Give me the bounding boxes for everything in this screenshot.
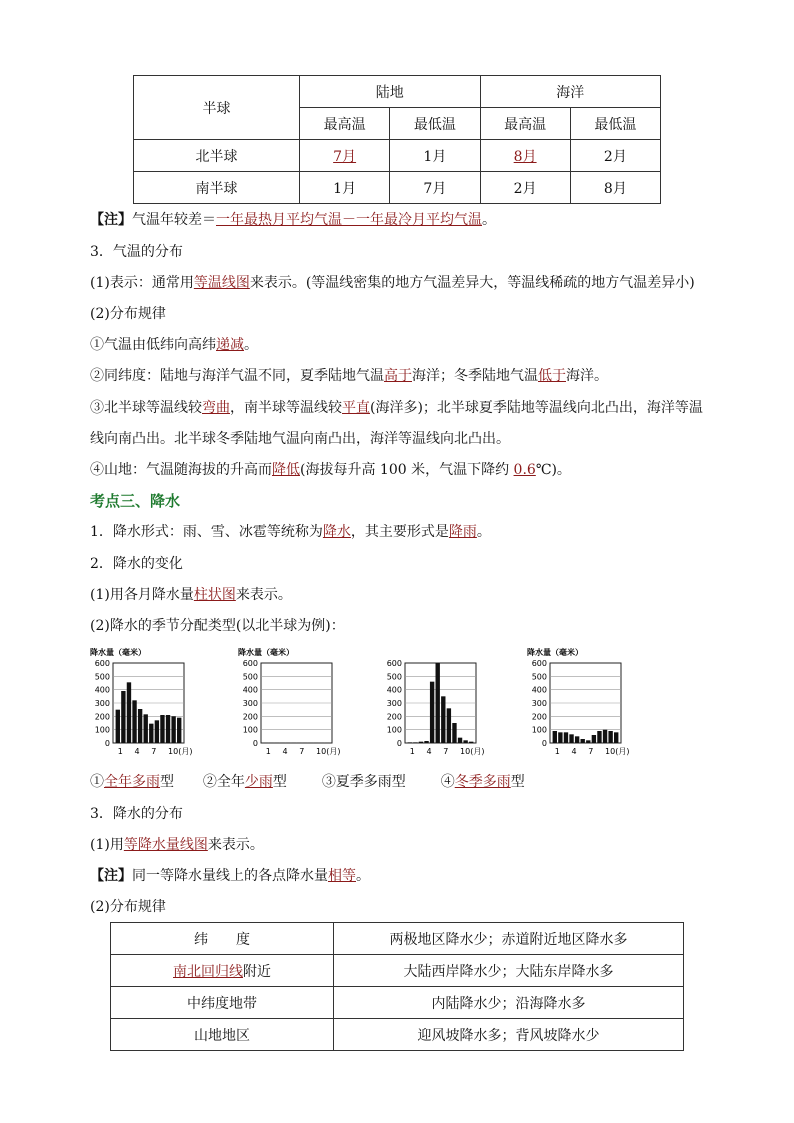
- table-row: [134, 140, 661, 172]
- x-tick-label: 1: [554, 747, 560, 756]
- y-tick-label: 400: [531, 685, 547, 695]
- text: ，南半球等温线较: [230, 400, 342, 416]
- text: 。: [356, 868, 370, 884]
- y-tick-label: 600: [386, 659, 402, 668]
- x-tick-label: 1: [265, 747, 271, 756]
- chart-bar: [469, 742, 473, 743]
- x-tick-label: 10(月): [168, 747, 193, 756]
- y-tick-label: 600: [242, 659, 258, 668]
- paragraph: 线向南凸出。北半球冬季陆地气温向南凸出，海洋等温线向北凸出。: [90, 431, 510, 447]
- text: (海洋多)；北半球夏季陆地等温线向北凸出，海洋等温: [370, 400, 703, 416]
- chart-bar: [592, 735, 596, 743]
- text: (海拔每升高 100 米，气温下降约: [300, 462, 514, 478]
- subsection-title: (2)降水的季节分配类型(以北半球为例)：: [90, 618, 345, 634]
- paragraph: [90, 585, 292, 605]
- y-tick-label: 100: [386, 725, 402, 735]
- y-tick-label: 300: [386, 699, 402, 708]
- table-row: [111, 923, 684, 955]
- chart-bar: [558, 732, 562, 743]
- text: (1)用: [90, 837, 124, 853]
- type-4: [441, 774, 525, 790]
- row-name: 北半球: [134, 140, 300, 172]
- chart-bar: [424, 741, 428, 743]
- paragraph: [90, 273, 695, 293]
- chart-bar: [553, 731, 557, 743]
- precipitation-charts: [88, 645, 648, 760]
- key-term: 降水: [322, 524, 351, 540]
- cell: [300, 140, 390, 172]
- cell: [480, 140, 570, 172]
- type-1: [90, 774, 174, 790]
- x-tick-label: 4: [282, 747, 288, 756]
- chart-bar: [463, 740, 467, 743]
- chart-bar: [127, 682, 131, 743]
- row-value: 迎风坡降水多；背风坡降水少: [334, 1019, 684, 1051]
- chart-bar: [138, 709, 142, 743]
- key-term: 一年最冷月平均气温: [356, 212, 482, 228]
- chart-bar: [597, 731, 601, 743]
- cell: 7月: [390, 172, 480, 204]
- paragraph: [90, 335, 258, 355]
- y-tick-label: 400: [242, 685, 258, 695]
- text: 来表示。: [207, 837, 264, 853]
- paragraph: [90, 835, 264, 855]
- text: 型: [160, 774, 174, 790]
- x-tick-label: 1: [117, 747, 123, 756]
- chart-bar: [177, 718, 181, 743]
- x-tick-label: 10(月): [460, 747, 485, 756]
- type-2: [203, 774, 287, 790]
- x-tick-label: 7: [151, 747, 157, 756]
- text: 型: [510, 774, 525, 790]
- paragraph: [90, 460, 571, 480]
- chart-bar: [116, 710, 120, 743]
- y-tick-label: 200: [94, 712, 110, 722]
- key-term: 0.6: [513, 462, 536, 478]
- key-term: 降低: [272, 462, 300, 478]
- text: ，其主要形式是: [350, 524, 449, 540]
- text: 来表示。(等温线密集的地方气温差异大，等温线稀疏的地方气温差异小): [249, 275, 695, 291]
- y-tick-label: 500: [94, 672, 110, 682]
- key-term: 柱状图: [193, 587, 236, 603]
- section-title: 3．气温的分布: [90, 244, 183, 260]
- temperature-table: [133, 75, 661, 204]
- cell: 8月: [570, 172, 660, 204]
- key-term: 南北回归线: [173, 963, 243, 980]
- y-tick-label: 100: [94, 725, 110, 735]
- y-tick-label: 300: [94, 699, 110, 708]
- key-term: 递减: [216, 337, 244, 353]
- chart-bar: [458, 738, 462, 743]
- text: 海洋。: [566, 368, 608, 384]
- header-land: 陆地: [300, 76, 481, 108]
- chart-bar: [452, 723, 456, 743]
- header-hemisphere: 半球: [134, 76, 300, 140]
- text: (1)表示：通常用: [90, 275, 194, 291]
- row-value: 大陆西岸降水少；大陆东岸降水多: [334, 955, 684, 987]
- y-tick-label: 200: [242, 712, 258, 722]
- chart-bar: [166, 715, 170, 743]
- key-term: 弯曲: [202, 400, 230, 416]
- sub-header: 最高温: [300, 108, 390, 140]
- table-row: [134, 172, 661, 204]
- row-name: 南半球: [134, 172, 300, 204]
- chart-bar: [160, 715, 164, 743]
- key-term: 降雨: [448, 524, 477, 540]
- text: 1．降水形式：雨、雪、冰雹等统称为: [90, 524, 323, 540]
- key-term: 平直: [342, 400, 370, 416]
- subsection-title: (2)分布规律: [90, 306, 166, 322]
- key-term: 等温线图: [193, 275, 250, 291]
- chart-bar: [171, 716, 175, 743]
- row-label: [111, 955, 334, 987]
- y-tick-label: 500: [242, 672, 258, 682]
- text: 来表示。: [235, 587, 292, 603]
- y-tick-label: 400: [386, 685, 402, 695]
- text: 。: [244, 337, 258, 353]
- sub-header: 最低温: [390, 108, 480, 140]
- precipitation-types: [90, 772, 525, 792]
- y-tick-label: 0: [541, 739, 547, 748]
- chart-bar: [608, 731, 612, 743]
- y-tick-label: 100: [242, 725, 258, 735]
- paragraph: [90, 522, 491, 542]
- note-prefix: 【注】: [90, 212, 132, 228]
- table-row: [111, 955, 684, 987]
- x-tick-label: 4: [426, 747, 432, 756]
- chart-bar: [603, 730, 607, 743]
- key-term: 少雨: [244, 774, 273, 790]
- x-tick-label: 10(月): [605, 747, 630, 756]
- note-text: 气温年较差＝: [132, 212, 216, 228]
- key-point-heading: 考点三、降水: [90, 492, 181, 510]
- chart-bar: [144, 714, 148, 743]
- y-tick-label: 0: [252, 739, 258, 748]
- y-tick-label: 600: [94, 659, 110, 668]
- key-term: 高于: [384, 368, 412, 384]
- cell: 2月: [570, 140, 660, 172]
- note-isohyet: [90, 866, 370, 886]
- row-label: 中纬度地带: [111, 987, 334, 1019]
- chart-bar: [441, 696, 445, 743]
- type-3: ③夏季多雨型: [321, 774, 406, 790]
- x-tick-label: 7: [299, 747, 305, 756]
- note-prefix: 【注】: [90, 868, 132, 884]
- text: 同一等降水量线上的各点降水量: [132, 868, 328, 884]
- row-value: 两极地区降水少；赤道附近地区降水多: [334, 923, 684, 955]
- chart-bar: [564, 732, 568, 743]
- cell: 1月: [300, 172, 390, 204]
- x-tick-label: 7: [588, 747, 594, 756]
- text: (1)用各月降水量: [90, 587, 194, 603]
- chart-bar: [132, 700, 136, 743]
- note-annual-range: [90, 210, 496, 230]
- chart-bar: [569, 734, 573, 743]
- chart-bar: [586, 740, 590, 743]
- x-tick-label: 4: [571, 747, 577, 756]
- text: ℃)。: [535, 462, 571, 478]
- sub-header: 最高温: [480, 108, 570, 140]
- subsection-title: (2)分布规律: [90, 899, 166, 915]
- x-tick-label: 7: [443, 747, 449, 756]
- paragraph: [90, 398, 703, 418]
- x-tick-label: 10(月): [316, 747, 341, 756]
- x-tick-label: 4: [134, 747, 140, 756]
- text: 型: [272, 774, 287, 790]
- text: ③北半球等温线较: [90, 400, 202, 416]
- chart-title: 降水量（毫米）: [90, 648, 146, 657]
- chart-bar: [408, 742, 412, 743]
- paragraph: [90, 366, 608, 386]
- header-ocean: 海洋: [480, 76, 661, 108]
- cell-value: 7月: [333, 148, 357, 165]
- y-tick-label: 600: [531, 659, 547, 668]
- table-row: [111, 1019, 684, 1051]
- chart-bar: [575, 736, 579, 743]
- chart-title: 降水量（毫米）: [238, 648, 294, 657]
- key-term: 相等: [328, 868, 356, 884]
- chart-bar: [436, 663, 440, 743]
- text: ④山地：气温随海拔的升高而: [90, 462, 272, 478]
- y-tick-label: 0: [104, 739, 110, 748]
- section-title: 3．降水的分布: [90, 806, 183, 822]
- table-row: [111, 987, 684, 1019]
- y-tick-label: 300: [531, 699, 547, 708]
- y-tick-label: 500: [386, 672, 402, 682]
- text: ①气温由低纬向高纬: [90, 337, 216, 353]
- punct: 。: [482, 212, 496, 228]
- key-term: 全年多雨: [104, 774, 160, 790]
- chart-bar: [413, 742, 417, 743]
- y-tick-label: 200: [386, 712, 402, 722]
- text: 附近: [243, 963, 271, 980]
- y-tick-label: 400: [94, 685, 110, 695]
- y-tick-label: 100: [531, 725, 547, 735]
- cell-value: 8月: [513, 148, 537, 165]
- cell: 1月: [390, 140, 480, 172]
- key-term: 低于: [538, 368, 566, 384]
- chart-bar: [581, 739, 585, 743]
- text: ④: [440, 774, 455, 790]
- row-label: 纬 度: [111, 923, 334, 955]
- y-tick-label: 500: [531, 672, 547, 682]
- text: 海洋；冬季陆地气温: [412, 368, 538, 384]
- y-tick-label: 300: [242, 699, 258, 708]
- y-tick-label: 200: [531, 712, 547, 722]
- text: 。: [476, 524, 491, 540]
- chart-bar: [614, 732, 618, 743]
- y-tick-label: 0: [396, 739, 402, 748]
- chart-bar: [121, 691, 125, 743]
- text: ②全年: [202, 774, 245, 790]
- text: ②同纬度：陆地与海洋气温不同，夏季陆地气温: [90, 368, 384, 384]
- text: ①: [90, 774, 104, 790]
- key-term: －: [342, 212, 356, 228]
- row-label: 山地地区: [111, 1019, 334, 1051]
- chart-bar: [419, 742, 423, 743]
- distribution-table: [110, 922, 684, 1051]
- row-value: 内陆降水少；沿海降水多: [334, 987, 684, 1019]
- cell: 2月: [480, 172, 570, 204]
- chart-bar: [149, 724, 153, 743]
- x-tick-label: 1: [409, 747, 415, 756]
- chart-bar: [155, 720, 159, 743]
- section-title: 2．降水的变化: [90, 556, 183, 572]
- key-term: 冬季多雨: [454, 774, 511, 790]
- key-term: 等降水量线图: [123, 837, 208, 853]
- chart-title: 降水量（毫米）: [527, 648, 583, 657]
- chart-bar: [447, 708, 451, 743]
- chart-bar: [430, 682, 434, 743]
- key-term: 一年最热月平均气温: [216, 212, 342, 228]
- sub-header: 最低温: [570, 108, 660, 140]
